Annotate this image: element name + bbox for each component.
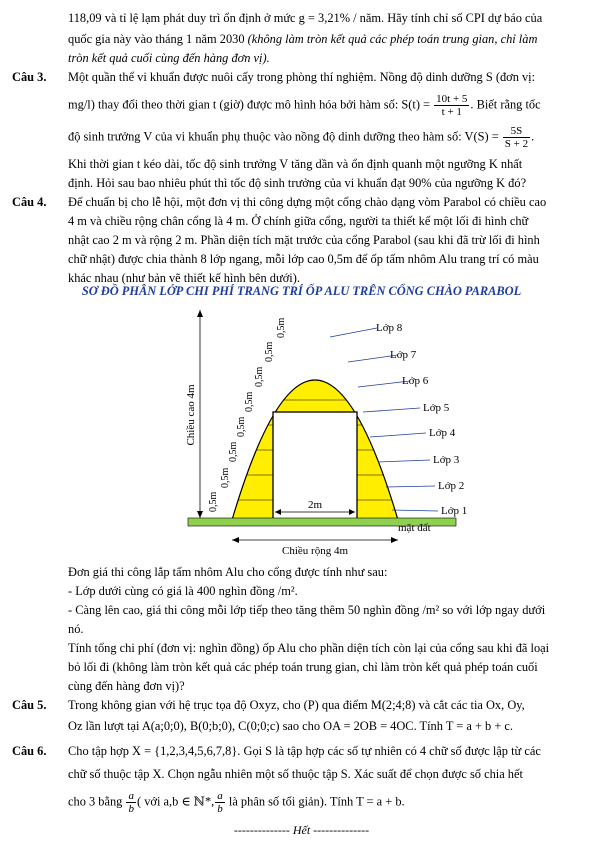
arrow-head: [391, 537, 398, 543]
fraction-denominator: t + 1: [441, 106, 462, 118]
text-line: Cho tập hợp X = {1,2,3,4,5,6,7,8}. Gọi S là tập hợp các số tự nhiên có 4 chữ số được lập từ các: [68, 744, 541, 758]
text-line: nhật cao 2 m và rộng 2 m. Phần diện tích mặt trước của cổng Parabol (sau khi đã trừ lối đi hình: [68, 233, 540, 247]
layer-height-label: 0,5m: [208, 491, 219, 512]
text-span: .: [531, 129, 535, 144]
layer-label: Lớp 2: [438, 480, 465, 492]
italic-note: (không làm tròn kết quả các phép toán trung gian, chỉ làm: [244, 32, 538, 46]
layer-label: Lớp 5: [423, 402, 450, 414]
diagram-title: SƠ ĐỒ PHÂN LỚP CHI PHÍ TRANG TRÍ ỐP ALU TRÊN CỔNG CHÀO PARABOL: [81, 284, 522, 298]
text-span: là phân số tối giản). Tính T = a + b.: [228, 794, 405, 809]
text-line: Trong không gian với hệ trục tọa độ Oxyz, cho (P) qua điểm M(2;4;8) và cắt các tia Ox, Oy,: [68, 698, 525, 712]
arrow-head: [197, 310, 203, 317]
text-line: định. Hỏi sau bao nhiêu phút thì tốc độ sinh trưởng của vi khuẩn đạt 90% của ngưỡng K đó?: [68, 176, 527, 190]
layer-height-label: 0,5m: [220, 467, 231, 488]
text-span: . Biết rằng tốc: [470, 97, 541, 112]
layer-height-label: 0,5m: [236, 416, 247, 437]
text-line: Khi thời gian t kéo dài, tốc độ sinh trưởng V tăng dần và ổn định quanh một ngưỡng K nhất: [68, 157, 523, 171]
layer-height-label: 0,5m: [254, 366, 265, 387]
text-span: ( với a,b ∈ ℕ*,: [136, 794, 215, 809]
arrow-head: [197, 511, 203, 518]
text-line: cùng đến hàng đơn vị)?: [68, 679, 185, 693]
fraction: [434, 93, 469, 118]
text-line: [68, 93, 588, 118]
height-label: Chiều cao 4m: [185, 384, 197, 446]
text-line: Để chuẩn bị cho lễ hội, một đơn vị thi công dựng một cổng chào dạng vòm Parabol có chiều cao: [68, 195, 547, 209]
text-line: Oz lần lượt tại A(a;0;0), B(0;b;0), C(0;0;c) sao cho OA = 2OB = 4OC. Tính T = a + b + c.: [68, 719, 514, 733]
fraction: [215, 790, 225, 815]
fraction-numerator: 10t + 5: [436, 93, 468, 105]
italic-note: tròn kết quả cuối cùng đến hàng đơn vị).: [68, 51, 270, 65]
question-label: Câu 4.: [12, 195, 47, 209]
fraction-numerator: a: [217, 790, 223, 802]
text-line: Đơn giá thi công lắp tấm nhôm Alu cho cổng được tính như sau:: [68, 565, 388, 579]
text-line: 4 m và chiều rộng chân cổng là 4 m. Ở chính giữa cổng, người ta thiết kế một lối đi hình chữ: [68, 214, 529, 228]
layer-label: Lớp 3: [433, 454, 460, 466]
layer-label: Lớp 1: [441, 505, 468, 517]
layer-height-label: 0,5m: [276, 317, 287, 338]
layer-labels: [376, 322, 467, 517]
text-line: nó.: [68, 622, 84, 636]
text-line: - Lớp dưới cùng có giá là 400 nghìn đồng /m².: [68, 584, 298, 598]
layer-label: Lớp 8: [376, 322, 403, 334]
text-line: Một quần thể vi khuẩn được nuôi cấy trong phòng thí nghiệm. Nồng độ dinh dưỡng S (đơn vị:: [68, 70, 536, 84]
arrow-head: [232, 537, 239, 543]
fraction-denominator: S + 2: [504, 138, 529, 150]
fraction-numerator: a: [128, 790, 134, 802]
text-line: [68, 790, 588, 815]
text-line: [68, 125, 588, 150]
fraction: [126, 790, 136, 815]
fraction-numerator: 5S: [503, 125, 530, 138]
layer-height-label: 0,5m: [264, 341, 275, 362]
text-line: khác nhau (như bản vẽ thiết kế hình bên dưới).: [68, 271, 300, 285]
layer-height-label: 0,5m: [228, 441, 239, 462]
text-span: mg/l) thay đổi theo thời gian t (giờ) được mô hình hóa bởi hàm số: S(t) =: [68, 97, 431, 112]
text-line: - Càng lên cao, giá thi công mỗi lớp tiếp theo tăng thêm 50 nghìn đồng /m² so với lớp ngay dưới: [68, 603, 546, 617]
question-label: Câu 5.: [12, 698, 47, 712]
fraction-denominator: b: [217, 803, 223, 815]
end-marker: -------------- Hết --------------: [233, 823, 370, 837]
parabola-gate-diagram: [180, 300, 480, 562]
door-width-label: 2m: [307, 499, 323, 511]
fraction: [503, 125, 530, 150]
text-line: Tính tổng chi phí (đơn vị: nghìn đồng) ốp Alu cho phần diện tích còn lại của cổng sau khi đã loại: [68, 641, 550, 655]
fraction-denominator: b: [128, 803, 134, 815]
text-line: 118,09 và tỉ lệ lạm phát duy trì ổn định ở mức g = 3,21% / năm. Hãy tính chỉ số CPI dự báo của: [68, 11, 543, 25]
question-label: Câu 3.: [12, 70, 47, 84]
text-span: quốc gia này vào tháng 1 năm 2030: [68, 32, 245, 46]
layer-label: Lớp 4: [429, 427, 456, 439]
text-line: chữ số thuộc tập X. Chọn ngẫu nhiên một số thuộc tập S. Xác suất để chọn được số chia hết: [68, 767, 523, 781]
text-line: chữ nhật) được chia thành 8 lớp ngang, mỗi lớp cao 0,5m để ốp tấm nhôm Alu trang trí có màu: [68, 252, 539, 266]
layer-height-label: 0,5m: [244, 391, 255, 412]
text-line: bỏ lối đi (không làm tròn kết quả các phép toán trung gian, chỉ làm tròn kết quả phép toán cuối: [68, 660, 538, 674]
layer-label: Lớp 6: [402, 375, 429, 387]
text-span: cho 3 bằng: [68, 794, 123, 809]
text-span: độ sinh trưởng V của vi khuẩn phụ thuộc vào nồng độ dinh dưỡng theo hàm số: V(S) =: [68, 129, 499, 144]
width-label: Chiều rộng 4m: [282, 545, 348, 557]
layer-label: Lớp 7: [390, 349, 417, 361]
question-label: Câu 6.: [12, 744, 47, 758]
ground-label: mặt đất: [398, 522, 431, 534]
